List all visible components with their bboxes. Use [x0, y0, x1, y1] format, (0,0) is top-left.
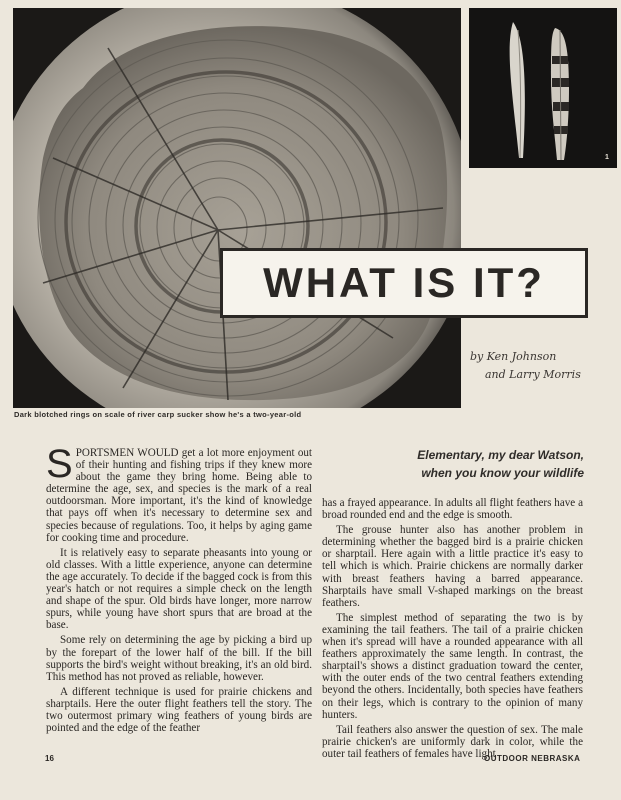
subtitle-line-1: Elementary, my dear Watson,	[417, 448, 584, 462]
paragraph: Some rely on determining the age by picking a bird up by the forepart of the lower half of the bill. If the bill supports the bird's weight without breaking, it's an old bird. This method has not proved as reliable, however.	[46, 634, 312, 683]
feathers-illustration	[469, 8, 617, 168]
feathers-photo	[469, 8, 617, 168]
article-title: WHAT IS IT?	[263, 259, 545, 306]
paragraph: The simplest method of separating the two is by examining the tail feathers. The tail of a prairie chicken when it's spread will have a rounded appearance with all feathers approximately the same length. In contrast, the sharptail's shows a distinct graduation toward the center, with the outer ends of the two central feathers extending beyond the others. Incidentally, both species have feathers on their legs, which is contrary to the opinion of many hunters.	[322, 611, 583, 721]
paragraph: It is relatively easy to separate pheasants into young or old classes. With a little experience, anyone can determine the age accurately. To decide if the bagged cock is from this year's hatch or not requires a simple check on the length and shape of the spur. Old birds have longer, more narrow spurs, while young have short spurs that are broad at the base.	[46, 546, 312, 632]
paragraph: The grouse hunter also has another problem in determining whether the bagged bird is a prairie chicken or sharptail. Here again with a little practice it's easy to tell which is which. Prairie chickens are normally darker with breast feathers having a barred appearance. Sharptails have small V-shaped markings on the breast feathers.	[322, 524, 583, 609]
article-column-right	[322, 497, 583, 763]
paragraph: has a frayed appearance. In adults all flight feathers have a broad rounded end and the edge is smooth.	[322, 497, 583, 522]
byline-author-1: by Ken Johnson	[470, 350, 557, 363]
article-subtitle	[322, 446, 584, 482]
drop-cap: S	[46, 442, 73, 486]
subtitle-line-2: when you know your wildlife	[421, 466, 584, 480]
article-title-box	[220, 248, 588, 318]
paragraph	[46, 442, 312, 544]
magazine-name: OUTDOOR NEBRASKA	[484, 754, 581, 763]
paragraph-text: PORTSMEN WOULD get a lot more enjoyment out of their hunting and fishing trips if they knew more about the game they bring home. Being able to determine the age, sex, and species is the mark of a real outdoorsman. More important, it's the kind of knowledge that pays off when it's necessary to determine sex and species because of regulations. Too, it helps by aging game for cooking time and procedure.	[46, 447, 312, 544]
paragraph: Tail feathers also answer the question of sex. The male prairie chicken's are uniformly dark in color, while the outer tail feathers of females have light	[322, 723, 583, 760]
carp-scale-illustration	[13, 8, 461, 408]
photo-number: 1	[605, 154, 609, 161]
photo-caption: Dark blotched rings on scale of river carp sucker show he's a two-year-old	[14, 410, 302, 419]
carp-scale-photo	[13, 8, 461, 408]
paragraph: A different technique is used for prairie chickens and sharptails. Here the outer flight feathers tell the story. The two outermost primary wing feathers of young birds are pointed and the edge of the feather	[46, 685, 312, 735]
byline-author-2: and Larry Morris	[485, 368, 581, 381]
page-number: 16	[45, 754, 54, 763]
article-column-left	[46, 442, 312, 737]
